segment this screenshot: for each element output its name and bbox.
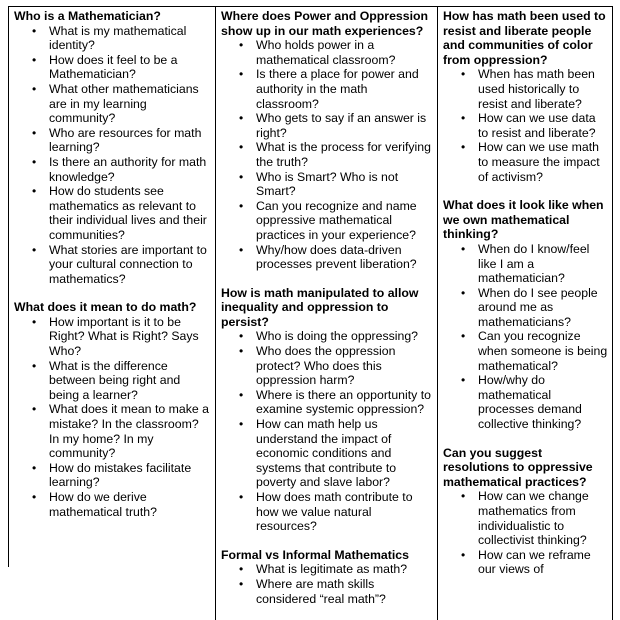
section-power-oppression (221, 9, 433, 272)
list-item: • Why/how does data-driven processes prevent liberation? (256, 243, 433, 272)
list-item: • How do students see mathematics as relevant to their individual lives and their communities? (49, 184, 211, 242)
list-item: • How does math contribute to how we value natural resources? (256, 490, 433, 534)
list-item: • Who is Smart? Who is not Smart? (256, 170, 433, 199)
section-heading: Can you suggest resolutions to oppressive mathematical practices? (443, 445, 593, 489)
list-item: • Is there an authority for math knowledge? (49, 155, 211, 184)
list-item: • How can we use data to resist and liberate? (478, 111, 608, 140)
list-item: • What is my mathematical identity? (49, 24, 211, 53)
list-item: • How/why do mathematical processes demand collective thinking? (478, 373, 608, 431)
list-item: • Is there a place for power and authority in the math classroom? (256, 67, 433, 111)
list-item: • How do we derive mathematical truth? (49, 490, 211, 519)
section-who-is-mathematician (14, 9, 211, 286)
list-item: • Can you recognize when someone is being mathematical? (478, 329, 608, 373)
list-item: • How do mistakes facilitate learning? (49, 461, 211, 490)
list-item: • What stories are important to your cultural connection to mathematics? (49, 243, 211, 287)
section-heading: How is math manipulated to allow inequality and oppression to persist? (221, 285, 419, 329)
question-list (443, 242, 608, 432)
section-heading: Formal vs Informal Mathematics (221, 547, 409, 562)
question-list (221, 562, 433, 606)
list-item: • Where is there an opportunity to examine systemic oppression? (256, 388, 433, 417)
list-item: • How can math help us understand the impact of economic conditions and systems that contribute to poverty and slave labor? (256, 417, 433, 490)
list-item: • Who are resources for math learning? (49, 126, 211, 155)
question-list (443, 67, 608, 184)
list-item: • What is the process for verifying the truth? (256, 140, 433, 169)
list-item: • What is legitimate as math? (256, 562, 433, 577)
column-2 (216, 7, 438, 620)
question-list (221, 329, 433, 533)
column-1 (9, 7, 216, 620)
section-heading: How has math been used to resist and liberate people and communities of color from oppression? (443, 9, 606, 67)
question-list (14, 315, 211, 519)
question-table (8, 6, 613, 606)
section-do-math (14, 300, 211, 519)
list-item: • Where are math skills considered “real math”? (256, 577, 433, 606)
section-resist-liberate (443, 9, 608, 184)
list-item: • When has math been used historically to resist and liberate? (478, 67, 608, 111)
section-heading: Who is a Mathematician? (14, 9, 161, 23)
list-item: • How can we reframe our views of (478, 548, 608, 577)
section-math-manipulated (221, 286, 433, 534)
list-item: • Can you recognize and name oppressive mathematical practices in your experience? (256, 199, 433, 243)
question-list (443, 489, 608, 577)
list-item: • What is the difference between being right and being a learner? (49, 359, 211, 403)
column-3 (438, 7, 613, 620)
section-heading: What does it look like when we own mathematical thinking? (443, 198, 604, 242)
list-item: • When do I see people around me as mathematicians? (478, 286, 608, 330)
section-own-thinking (443, 198, 608, 432)
list-item: • How does it feel to be a Mathematician? (49, 53, 211, 82)
list-item: • What does it mean to make a mistake? In the classroom? In my home? In my community? (49, 402, 211, 460)
list-item: • How can we use math to measure the impact of activism? (478, 140, 608, 184)
question-list (14, 24, 211, 287)
list-item: • When do I know/feel like I am a mathematician? (478, 242, 608, 286)
list-item: • How important is it to be Right? What is Right? Says Who? (49, 315, 211, 359)
question-list (221, 38, 433, 272)
list-item: • Who is doing the oppressing? (256, 329, 433, 344)
list-item: • Who holds power in a mathematical classroom? (256, 38, 433, 67)
list-item: • What other mathematicians are in my learning community? (49, 82, 211, 126)
section-heading: Where does Power and Oppression show up in our math experiences? (221, 9, 429, 38)
list-item: • Who gets to say if an answer is right? (256, 111, 433, 140)
section-formal-informal (221, 548, 433, 606)
list-item: • How can we change mathematics from individualistic to collectivist thinking? (478, 489, 608, 547)
section-heading: What does it mean to do math? (14, 300, 197, 315)
list-item: • Who does the oppression protect? Who does this oppression harm? (256, 344, 433, 388)
section-resolutions (443, 446, 608, 577)
